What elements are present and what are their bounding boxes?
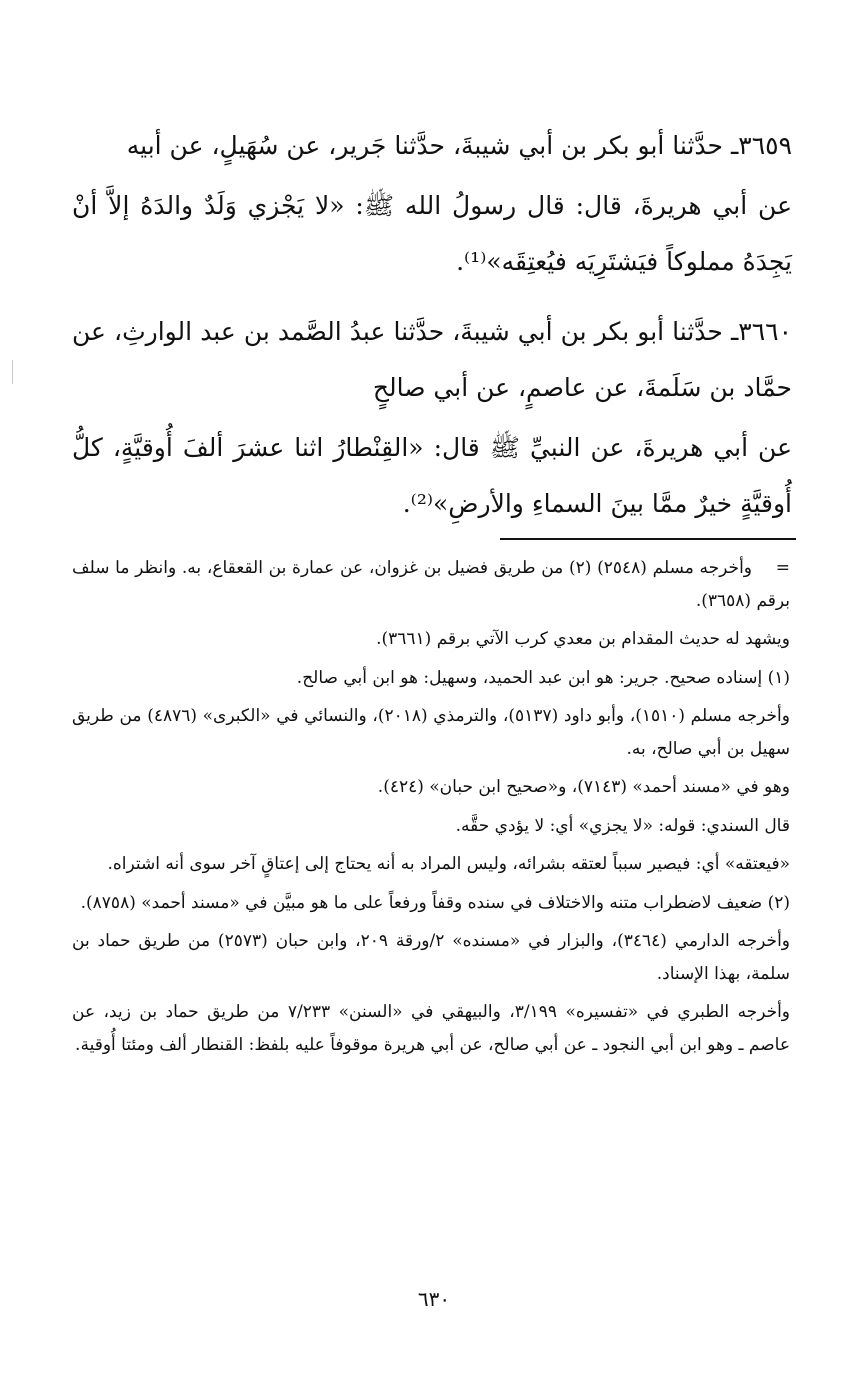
footnote-separator [500,538,796,540]
page-number: ٦٣٠ [417,1287,451,1311]
footnote-text: وأخرجه مسلم (٢٥٤٨) (٢) من طريق فضيل بن غزوان، عن عمارة بن القعقاع، به. وانظر ما سلف برقم (٣٦٥٨). [72,558,790,611]
footnote-paragraph: وأخرجه مسلم (١٥١٠)، وأبو داود (٥١٣٧)، والترمذي (٢٠١٨)، والنسائي في «الكبرى» (٤٨٧٦) من طريق سهيل بن أبي صالح، به. [72,706,790,759]
hadith-text-block [72,118,792,546]
footnote-paragraph: وأخرجه الطبري في «تفسيره» ٣/١٩٩، والبيهقي في «السنن» ٧/٢٣٣ من طريق حماد بن زيد، عن عاصم ـ وهو ابن أبي النجود ـ عن أبي صالح، عن أبي هريرة موقوفاً عليه بلفظ: القنطار ألف ومئتا أُوقية. [72,1002,791,1055]
footnote-2: (٢) ضعيف لاضطراب متنه والاختلاف في سنده وقفاً ورفعاً على ما هو مبيَّن في «مسند أحمد» (٨٧٥٨). [80,892,790,913]
scan-margin-mark [12,360,13,384]
footnote-continuation [72,552,790,617]
footnote-paragraph: «فيعتقه» أي: فيصير سبباً لعتقه بشرائه، وليس المراد به أنه يحتاج إلى إعتاقٍ آخر سوى أنه اشتراه. [107,854,790,874]
hadith-3660-matn: عن أبي هريرةَ، عن النبيِّ ﷺ قال: «القِنْطارُ اثنا عشرَ ألفَ أُوقيَّةٍ، كلُّ أُوقيَّةٍ خيرٌ ممَّا بينَ السماءِ والأرضِ»⁽²⁾. [72,433,792,518]
footnote-paragraph: ويشهد له حديث المقدام بن معدي كرب الآتي برقم (٣٦٦١). [376,629,790,649]
footnote-paragraph: قال السندي: قوله: «لا يجزي» أي: لا يؤدي حقَّه. [455,815,790,836]
footnote-paragraph: وهو في «مسند أحمد» (٧١٤٣)، و«صحيح ابن حبان» (٤٢٤). [377,777,790,797]
continuation-mark: = [775,558,790,578]
footnote-paragraph: وأخرجه الدارمي (٣٤٦٤)، والبزار في «مسنده» ٢/ورقة ٢٠٩، وابن حبان (٢٥٧٣) من طريق حماد بن سلمة، بهذا الإسناد. [72,931,790,984]
footnotes-block [72,552,790,1067]
hadith-3659-isnad: ٣٦٥٩ـ حدَّثنا أبو بكر بن أبي شيبةَ، حدَّثنا جَرير، عن سُهَيلٍ، عن أبيه [126,131,792,160]
hadith-3659-matn: عن أبي هريرةَ، قال: قال رسولُ الله ﷺ: «لا يَجْزي وَلَدٌ والدَهُ إلاَّ أنْ يَجِدَهُ مملوكاً فيَشتَرِيَه فيُعتِقَه»⁽¹⁾. [72,191,792,276]
footnote-1: (١) إسناده صحيح. جرير: هو ابن عبد الحميد، وسهيل: هو ابن أبي صالح. [296,667,790,688]
hadith-3660-isnad: ٣٦٦٠ـ حدَّثنا أبو بكر بن أبي شيبةَ، حدَّثنا عبدُ الصَّمد بن عبد الوارثِ، عن حمَّاد بن سَلَمةَ، عن عاصمٍ، عن أبي صالحٍ [72,317,792,402]
